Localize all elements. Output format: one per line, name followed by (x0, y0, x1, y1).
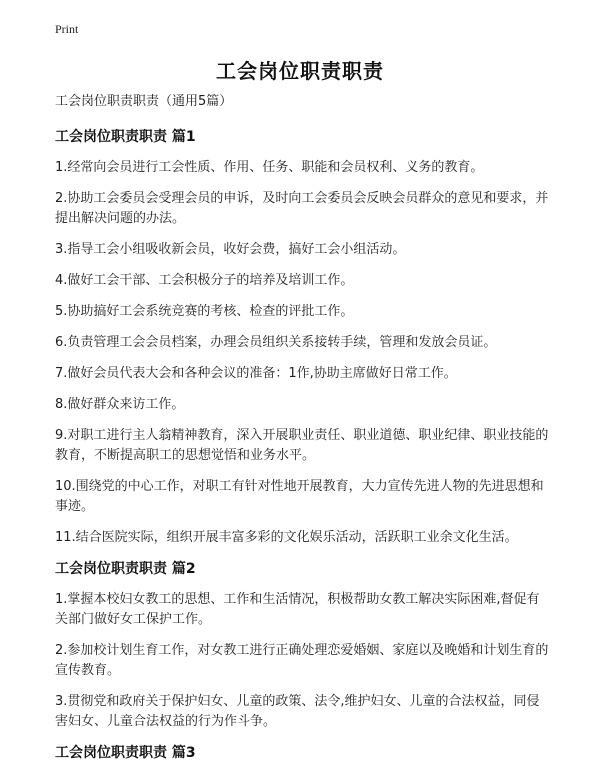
section-heading: 工会岗位职责职责 篇2 (55, 561, 196, 577)
list-item: 1.经常向会员进行工会性质、作用、任务、职能和会员权利、义务的教育。 (55, 160, 484, 175)
list-item: 11.结合医院实际，组织开展丰富多彩的文化娱乐活动，活跃职工业余文化生活。 (55, 530, 518, 545)
list-item: 2.参加校计划生育工作，对女教工进行正确处理恋爱婚姻、家庭以及晚婚和计划生育的宣传教育。 (55, 643, 549, 678)
document-subtitle: 工会岗位职责职责（通用5篇） (55, 94, 233, 109)
list-item: 4.做好工会干部、工会积极分子的培养及培训工作。 (55, 273, 354, 288)
section-3 (55, 743, 550, 763)
section-heading: 工会岗位职责职责 篇3 (55, 745, 196, 761)
list-item: 6.负责管理工会会员档案，办理会员组织关系接转手续，管理和发放会员证。 (55, 335, 497, 350)
list-item: 1.掌握本校妇女教工的思想、工作和生活情况，积极帮助女教工解决实际困难,督促有关部门做好女工保护工作。 (55, 592, 540, 627)
list-item: 9.对职工进行主人翁精神教育，深入开展职业责任、职业道德、职业纪律、职业技能的教育，不断提高职工的思想觉悟和业务水平。 (55, 428, 549, 463)
list-item: 10.围绕党的中心工作，对职工有针对性地开展教育，大力宣传先进人物的先进思想和事迹。 (55, 479, 544, 514)
page-title: 工会岗位职责职责 (216, 59, 384, 83)
section-2 (55, 559, 550, 732)
section-heading: 工会岗位职责职责 篇1 (55, 129, 196, 145)
section-1 (55, 127, 550, 548)
list-item: 5.协助搞好工会系统竞赛的考核、检查的评批工作。 (55, 304, 354, 319)
list-item: 7.做好会员代表大会和各种会议的准备：1作,协助主席做好日常工作。 (55, 366, 457, 381)
list-item: 3.贯彻党和政府关于保护妇女、儿童的政策、法令,维护妇女、儿童的合法权益，同侵害妇女、儿童合法权益的行为作斗争。 (55, 694, 540, 729)
document-body (55, 92, 550, 774)
print-label: Print (55, 22, 79, 36)
list-item: 2.协助工会委员会受理会员的申诉，及时向工会委员会反映会员群众的意见和要求，并提出解决问题的办法。 (55, 191, 549, 226)
list-item: 8.做好群众来访工作。 (55, 397, 185, 412)
list-item: 3.指导工会小组吸收新会员，收好会费，搞好工会小组活动。 (55, 242, 406, 257)
